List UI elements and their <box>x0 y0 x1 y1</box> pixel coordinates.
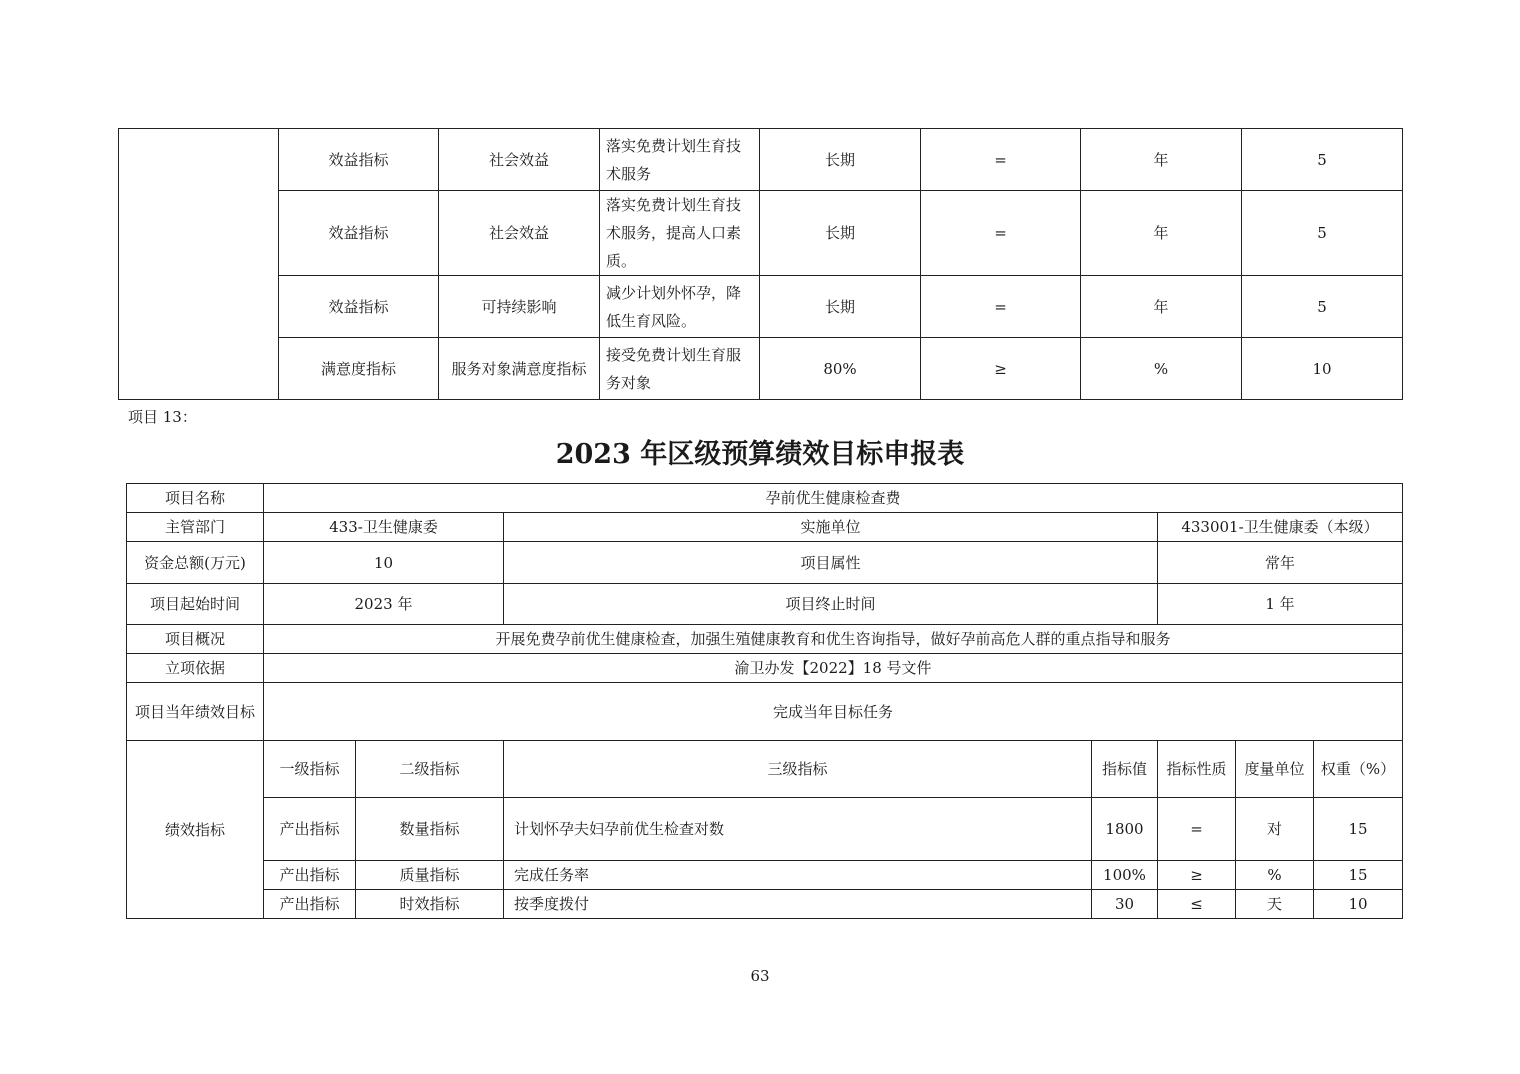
value-cell: 1800 <box>1092 798 1158 861</box>
project-name-row <box>127 484 1403 513</box>
perf-label: 绩效指标 <box>127 741 264 919</box>
nature-cell: = <box>1158 798 1236 861</box>
header-nature: 指标性质 <box>1158 741 1236 798</box>
nature-cell: = <box>921 129 1081 191</box>
unit-cell: % <box>1236 861 1314 890</box>
value-cell: 100% <box>1092 861 1158 890</box>
level2-cell: 质量指标 <box>356 861 504 890</box>
overview-label: 项目概况 <box>127 625 264 654</box>
attr-label: 项目属性 <box>504 542 1158 584</box>
dept-row <box>127 513 1403 542</box>
table-row <box>119 191 1403 276</box>
impl-unit-label: 实施单位 <box>504 513 1158 542</box>
level3-cell: 计划怀孕夫妇孕前优生检查对数 <box>504 798 1092 861</box>
level2-cell: 数量指标 <box>356 798 504 861</box>
unit-cell: 对 <box>1236 798 1314 861</box>
fund-label: 资金总额(万元) <box>127 542 264 584</box>
project-name-label: 项目名称 <box>127 484 264 513</box>
table-row <box>127 890 1403 919</box>
start-label: 项目起始时间 <box>127 584 264 625</box>
basis-label: 立项依据 <box>127 654 264 683</box>
attr-value: 常年 <box>1158 542 1403 584</box>
goal-label: 项目当年绩效目标 <box>127 683 264 741</box>
level3-cell: 按季度拨付 <box>504 890 1092 919</box>
unit-cell: % <box>1081 338 1242 400</box>
basis-row <box>127 654 1403 683</box>
unit-cell: 天 <box>1236 890 1314 919</box>
header-level1: 一级指标 <box>264 741 356 798</box>
unit-cell: 年 <box>1081 129 1242 191</box>
project-name-value: 孕前优生健康检查费 <box>264 484 1403 513</box>
value-cell: 30 <box>1092 890 1158 919</box>
level2-cell: 社会效益 <box>439 129 600 191</box>
budget-performance-form <box>126 483 1403 919</box>
page-number: 63 <box>750 967 770 985</box>
fund-value: 10 <box>264 542 504 584</box>
start-value: 2023 年 <box>264 584 504 625</box>
value-cell: 长期 <box>760 191 921 276</box>
header-level3: 三级指标 <box>504 741 1092 798</box>
value-cell: 长期 <box>760 129 921 191</box>
weight-cell: 5 <box>1242 276 1403 338</box>
basis-value: 渝卫办发【2022】18 号文件 <box>264 654 1403 683</box>
unit-cell: 年 <box>1081 191 1242 276</box>
fund-row <box>127 542 1403 584</box>
form-title: 2023 年区级预算绩效目标申报表 <box>555 439 965 470</box>
header-value: 指标值 <box>1092 741 1158 798</box>
impl-unit-value: 433001-卫生健康委（本级） <box>1158 513 1403 542</box>
goal-value: 完成当年目标任务 <box>264 683 1403 741</box>
header-unit: 度量单位 <box>1236 741 1314 798</box>
level1-cell: 产出指标 <box>264 890 356 919</box>
level1-cell: 产出指标 <box>264 861 356 890</box>
level2-cell: 社会效益 <box>439 191 600 276</box>
overview-row <box>127 625 1403 654</box>
weight-cell: 10 <box>1314 890 1403 919</box>
dept-label: 主管部门 <box>127 513 264 542</box>
merged-category-cell <box>119 129 279 400</box>
level1-cell: 效益指标 <box>279 129 439 191</box>
continued-indicator-table <box>118 128 1403 400</box>
nature-cell: ≥ <box>1158 861 1236 890</box>
level1-cell: 效益指标 <box>279 191 439 276</box>
end-label: 项目终止时间 <box>504 584 1158 625</box>
level2-cell: 时效指标 <box>356 890 504 919</box>
level2-cell: 服务对象满意度指标 <box>439 338 600 400</box>
unit-cell: 年 <box>1081 276 1242 338</box>
dept-value: 433-卫生健康委 <box>264 513 504 542</box>
table-row <box>127 798 1403 861</box>
time-row <box>127 584 1403 625</box>
nature-cell: = <box>921 276 1081 338</box>
header-weight: 权重（%） <box>1314 741 1403 798</box>
level3-cell: 减少计划外怀孕，降低生育风险。 <box>600 276 760 338</box>
table-row <box>119 338 1403 400</box>
table-row <box>119 276 1403 338</box>
weight-cell: 5 <box>1242 129 1403 191</box>
level2-cell: 可持续影响 <box>439 276 600 338</box>
level3-cell: 落实免费计划生育技术服务，提高人口素质。 <box>600 191 760 276</box>
value-cell: 长期 <box>760 276 921 338</box>
weight-cell: 10 <box>1242 338 1403 400</box>
goal-row <box>127 683 1403 741</box>
level3-cell: 接受免费计划生育服务对象 <box>600 338 760 400</box>
weight-cell: 15 <box>1314 861 1403 890</box>
nature-cell: ≥ <box>921 338 1081 400</box>
nature-cell: = <box>921 191 1081 276</box>
weight-cell: 5 <box>1242 191 1403 276</box>
level1-cell: 满意度指标 <box>279 338 439 400</box>
end-value: 1 年 <box>1158 584 1403 625</box>
nature-cell: ≤ <box>1158 890 1236 919</box>
overview-value: 开展免费孕前优生健康检查，加强生殖健康教育和优生咨询指导，做好孕前高危人群的重点指导和服务 <box>264 625 1403 654</box>
header-level2: 二级指标 <box>356 741 504 798</box>
indicator-header-row <box>127 741 1403 798</box>
weight-cell: 15 <box>1314 798 1403 861</box>
project-number-label: 项目 13： <box>128 408 197 426</box>
level1-cell: 效益指标 <box>279 276 439 338</box>
table-row <box>127 861 1403 890</box>
table-row <box>119 129 1403 191</box>
level1-cell: 产出指标 <box>264 798 356 861</box>
value-cell: 80% <box>760 338 921 400</box>
level3-cell: 落实免费计划生育技术服务 <box>600 129 760 191</box>
level3-cell: 完成任务率 <box>504 861 1092 890</box>
